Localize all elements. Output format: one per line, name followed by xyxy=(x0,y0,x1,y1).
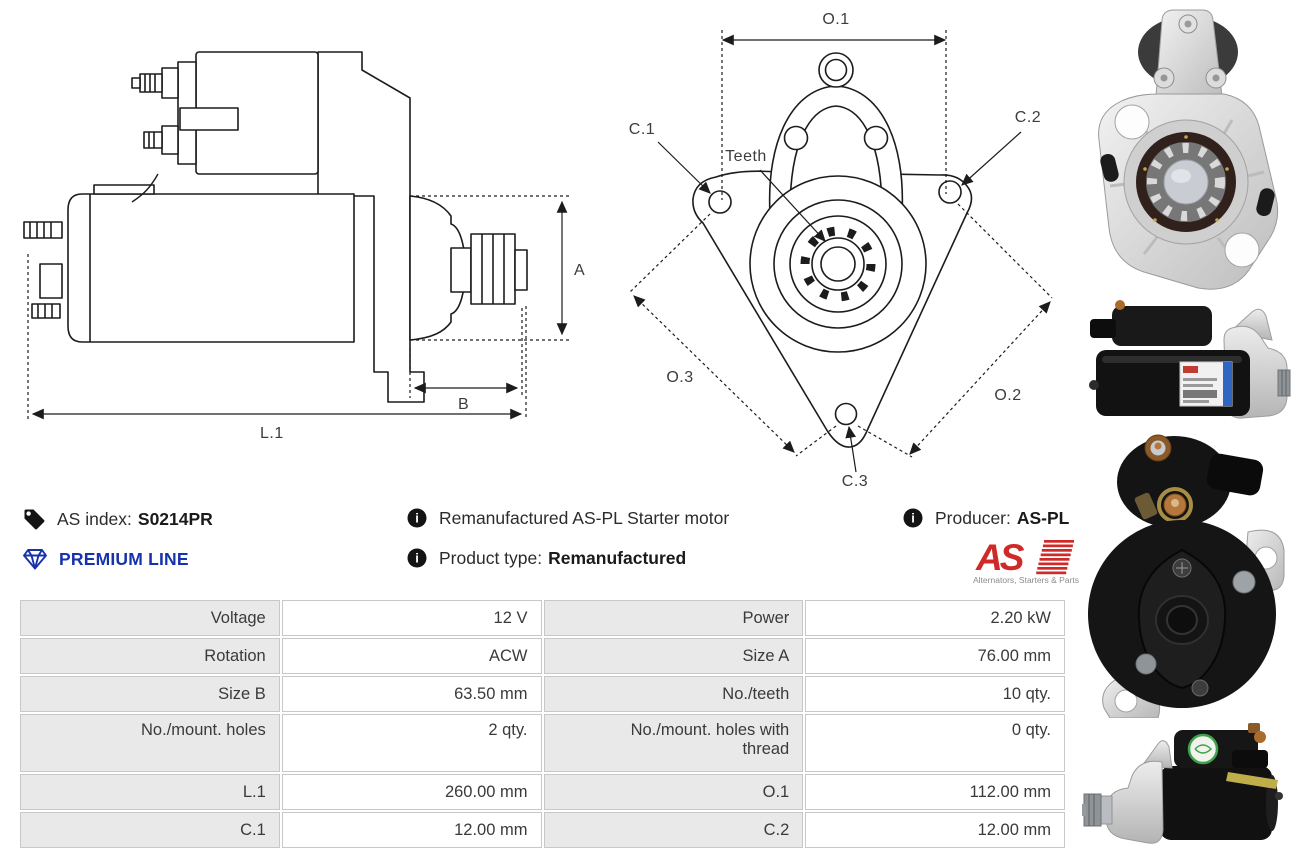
spec-label: Size B xyxy=(20,676,280,712)
dim-o2-label: O.2 xyxy=(994,387,1022,404)
leader-c2 xyxy=(962,132,1021,185)
spec-value: 260.00 mm xyxy=(282,774,542,810)
dim-l1-label: L.1 xyxy=(260,425,284,442)
premium-line xyxy=(22,547,189,571)
spec-label: No./teeth xyxy=(544,676,804,712)
pinion-collar xyxy=(451,248,471,292)
table-row xyxy=(20,600,1065,636)
info-icon xyxy=(902,507,924,529)
mount-hole-c1 xyxy=(709,191,731,213)
svg-text:i: i xyxy=(415,510,419,526)
as-index-value: S0214PR xyxy=(137,508,213,529)
flange-hole-top xyxy=(1115,105,1149,139)
spec-value: 112.00 mm xyxy=(805,774,1065,810)
starter-side-left-photo xyxy=(1082,722,1293,858)
table-row xyxy=(20,676,1065,712)
flange-hole-bottom xyxy=(1225,233,1259,267)
table-row xyxy=(20,774,1065,810)
spec-value: ACW xyxy=(282,638,542,674)
spec-value: 63.50 mm xyxy=(282,676,542,712)
table-row xyxy=(20,638,1065,674)
spec-label: No./mount. holes with thread xyxy=(544,714,804,772)
pinion-bore xyxy=(821,247,855,281)
arch-hole-right xyxy=(865,127,888,150)
svg-text:i: i xyxy=(911,510,915,526)
logo-stripes xyxy=(1036,540,1074,574)
product-type-line xyxy=(406,547,686,569)
starter-front-flange-photo xyxy=(1082,4,1293,290)
svg-text:i: i xyxy=(415,550,419,566)
diamond-icon xyxy=(22,547,48,571)
front-view-technical-drawing xyxy=(598,2,1083,494)
rear-stud-small xyxy=(32,304,60,318)
dim-c2-label: C.2 xyxy=(1014,109,1042,126)
tag-icon xyxy=(22,507,46,531)
arch-hole-left xyxy=(785,127,808,150)
description-line xyxy=(406,507,729,529)
info-icon xyxy=(406,547,428,569)
starter-rear-photo xyxy=(1082,430,1293,718)
spec-table xyxy=(18,598,1067,850)
dim-b-label: B xyxy=(458,396,470,413)
premium-line-label: PREMIUM LINE xyxy=(59,548,189,569)
spec-value: 10 qty. xyxy=(805,676,1065,712)
dim-c3-label: C.3 xyxy=(841,473,869,490)
mount-hole-c3 xyxy=(836,404,857,425)
producer-line xyxy=(902,507,1069,529)
spec-label: O.1 xyxy=(544,774,804,810)
spec-value: 2.20 kW xyxy=(805,600,1065,636)
spec-label: No./mount. holes xyxy=(20,714,280,772)
dim-o3-label: O.3 xyxy=(666,369,694,386)
spec-value: 12 V xyxy=(282,600,542,636)
side-view-technical-drawing xyxy=(8,8,593,453)
as-pl-logo xyxy=(970,534,1082,586)
pinion-shaft-tip xyxy=(515,250,527,290)
spec-value: 76.00 mm xyxy=(805,638,1065,674)
mount-hole-c2 xyxy=(939,181,961,203)
teeth-label: Teeth xyxy=(725,148,767,165)
leader-c1 xyxy=(658,142,710,193)
spec-label: Rotation xyxy=(20,638,280,674)
spec-label: Power xyxy=(544,600,804,636)
spec-label: Size A xyxy=(544,638,804,674)
logo-as-text: AS xyxy=(976,537,1022,578)
product-type-value: Remanufactured xyxy=(548,547,687,568)
as-index-label: AS index: xyxy=(57,508,132,529)
spec-label: L.1 xyxy=(20,774,280,810)
spec-value: 12.00 mm xyxy=(805,812,1065,848)
terminal-nut-upper xyxy=(162,68,178,98)
dim-o2-arrow xyxy=(910,302,1050,454)
info-icon xyxy=(406,507,428,529)
green-sticker xyxy=(1189,735,1217,763)
spec-label: C.1 xyxy=(20,812,280,848)
table-row xyxy=(20,714,1065,772)
spec-label: Voltage xyxy=(20,600,280,636)
product-type-label: Product type: xyxy=(439,547,543,568)
starter-side-right-photo xyxy=(1082,292,1293,432)
logo-tagline: Alternators, Starters & Parts xyxy=(973,576,1079,585)
spec-value: 2 qty. xyxy=(282,714,542,772)
spec-value: 12.00 mm xyxy=(282,812,542,848)
producer-label: Producer: xyxy=(935,507,1011,528)
terminal-nut-lower xyxy=(162,126,178,154)
spec-label: C.2 xyxy=(544,812,804,848)
rear-plug xyxy=(40,264,62,298)
spec-value: 0 qty. xyxy=(805,714,1065,772)
as-index-line xyxy=(22,507,213,531)
dim-c1-label: C.1 xyxy=(628,121,656,138)
motor-body xyxy=(68,194,354,342)
description-text: Remanufactured AS-PL Starter motor xyxy=(439,507,730,528)
dim-o1-label: O.1 xyxy=(822,11,850,28)
producer-value: AS-PL xyxy=(1016,507,1070,528)
dim-a-label: A xyxy=(574,262,586,279)
table-row xyxy=(20,812,1065,848)
